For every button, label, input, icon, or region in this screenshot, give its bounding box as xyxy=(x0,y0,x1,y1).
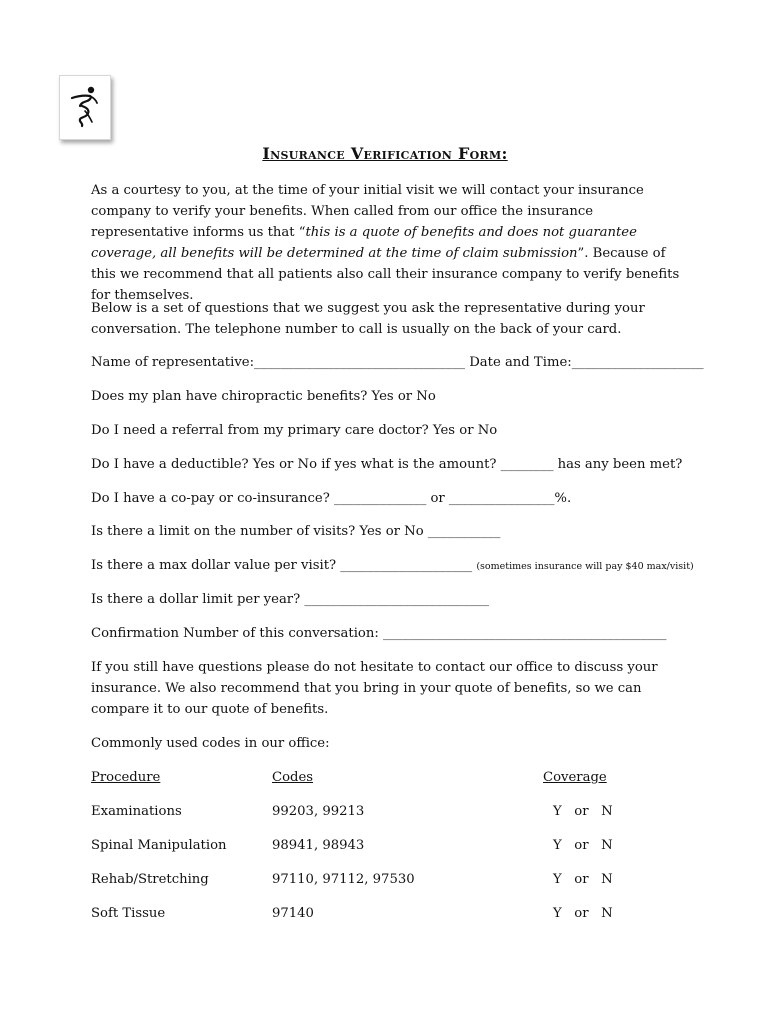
row-codes: 97140 xyxy=(272,906,314,921)
intro-paragraph: As a courtesy to you, at the time of your initial visit we will contact your insurance company to verify your benefits. When called from our office the insurance representative informs us that “this is a quote of benefits and does not guarantee coverage, all benefits will be determined at the time of claim submission”. Because of this we recommend that all patients also call their insurance company to verify benefits for themselves. xyxy=(91,183,680,303)
instructions-paragraph: Below is a set of questions that we suggest you ask the representative during your conversation. The telephone number to call is usually on the back of your card. xyxy=(91,301,645,337)
row-codes: 99203, 99213 xyxy=(272,804,365,819)
question-max-per-visit: Is there a max dollar value per visit? ____________________ (sometimes insurance will pay $40 max/visit) xyxy=(91,558,694,573)
row-procedure: Soft Tissue xyxy=(91,906,166,921)
header-procedure: Procedure xyxy=(91,770,161,785)
codes-intro: Commonly used codes in our office: xyxy=(91,736,330,751)
page-title: Insurance Verification Form: xyxy=(262,144,508,163)
row-procedure: Spinal Manipulation xyxy=(91,838,227,853)
header-codes: Codes xyxy=(272,770,314,785)
row-codes: 97110, 97112, 97530 xyxy=(272,872,415,887)
row-procedure: Examinations xyxy=(91,804,182,819)
question-confirmation: Confirmation Number of this conversation: ___________________________________________ xyxy=(91,626,667,641)
row-coverage: Y or N xyxy=(553,906,613,921)
question-chiropractic: Does my plan have chiropractic benefits? Yes or No xyxy=(91,389,436,404)
question-representative: Name of representative:________________________________ Date and Time:____________________ xyxy=(91,355,704,370)
question-yearly-limit: Is there a dollar limit per year? ____________________________ xyxy=(91,592,489,607)
question-deductible: Do I have a deductible? Yes or No if yes what is the amount? ________ has any been met? xyxy=(91,457,683,472)
row-coverage: Y or N xyxy=(553,872,613,887)
closing-paragraph: If you still have questions please do not hesitate to contact our office to discuss your insurance. We also recommend that you bring in your quote of benefits, so we can compare it to our quote of benefits. xyxy=(91,660,658,717)
logo xyxy=(59,75,111,140)
question-visit-limit: Is there a limit on the number of visits? Yes or No ___________ xyxy=(91,524,501,539)
max-per-visit-note: (sometimes insurance will pay $40 max/visit) xyxy=(476,561,694,572)
row-coverage: Y or N xyxy=(553,838,613,853)
row-codes: 98941, 98943 xyxy=(272,838,365,853)
running-figure-icon xyxy=(68,84,102,130)
question-referral: Do I need a referral from my primary care doctor? Yes or No xyxy=(91,423,498,438)
header-coverage: Coverage xyxy=(543,770,607,785)
row-coverage: Y or N xyxy=(553,804,613,819)
row-procedure: Rehab/Stretching xyxy=(91,872,209,887)
question-copay: Do I have a co-pay or co-insurance? ______________ or ________________%. xyxy=(91,491,572,506)
table-header xyxy=(91,767,607,788)
